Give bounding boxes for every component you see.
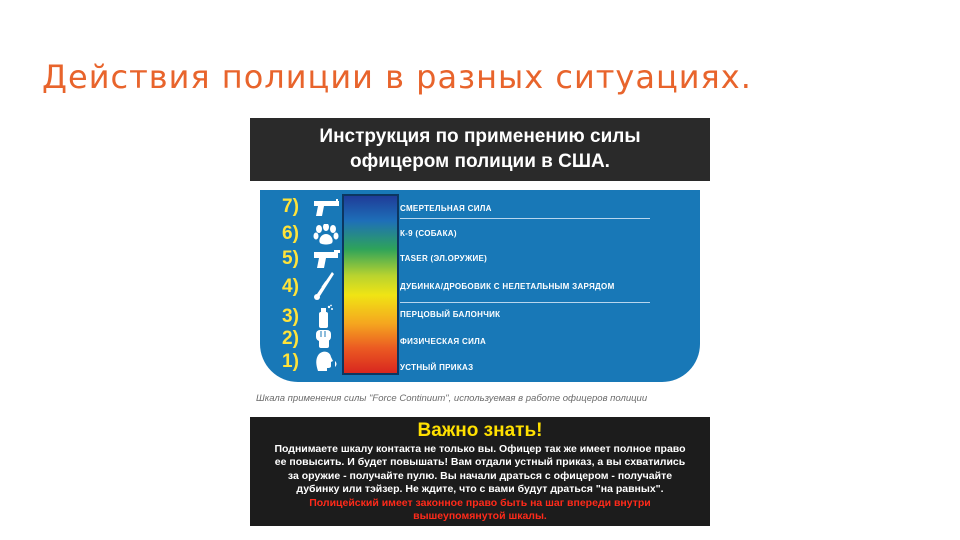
infographic-caption: Шкала применения силы "Force Continuum", используемая в работе офицеров полиции xyxy=(256,393,648,404)
warning-box xyxy=(250,417,710,526)
warning-highlight-line: Полицейский имеет законное право быть на шаг впереди внутри xyxy=(309,496,651,509)
scale-divider xyxy=(400,302,650,303)
level-label: СМЕРТЕЛЬНАЯ СИЛА xyxy=(400,204,492,213)
force-scale-panel xyxy=(260,190,700,382)
level-number: 1) xyxy=(282,351,299,372)
warning-title: Важно знать! xyxy=(417,420,543,441)
level-number: 2) xyxy=(282,328,299,349)
warning-line: за оружие - получайте пулю. Вы начали драться с офицером - получайте xyxy=(287,469,673,482)
level-number: 5) xyxy=(282,248,299,269)
warning-highlight-line: вышеупомянутой шкалы. xyxy=(413,510,547,523)
level-label: УСТНЫЙ ПРИКАЗ xyxy=(400,363,474,372)
header-line: офицером полиции в США. xyxy=(350,151,610,172)
taser-icon xyxy=(312,248,342,270)
level-label: К-9 (СОБАКА) xyxy=(400,229,457,238)
level-number: 3) xyxy=(282,306,299,327)
force-continuum-infographic xyxy=(250,118,710,526)
infographic-header xyxy=(250,118,710,181)
level-label: TASER (ЭЛ.ОРУЖИЕ) xyxy=(400,254,488,263)
level-label: ФИЗИЧЕСКАЯ СИЛА xyxy=(400,337,487,346)
scale-divider xyxy=(400,218,650,219)
header-line: Инструкция по применению силы xyxy=(319,126,641,147)
warning-line: ее повысить. И будет повышать! Вам отдали устный приказ, а вы схватились xyxy=(274,456,686,469)
warning-line: Поднимаете шкалу контакта не только вы. Офицер так же имеет полное право xyxy=(274,443,686,455)
level-number: 7) xyxy=(282,196,299,217)
baton-icon xyxy=(312,270,336,302)
speaking-head-icon xyxy=(312,349,340,373)
fist-icon xyxy=(312,326,336,350)
level-label: ДУБИНКА/ДРОБОВИК С НЕЛЕТАЛЬНЫМ ЗАРЯДОМ xyxy=(400,282,615,291)
level-number: 4) xyxy=(282,276,299,297)
warning-line: дубинку или тэйзер. Не ждите, что с вами будут драться "на равных". xyxy=(296,483,664,496)
level-label: ПЕРЦОВЫЙ БАЛОНЧИК xyxy=(400,310,501,319)
force-gradient-bar xyxy=(342,194,399,375)
level-number: 6) xyxy=(282,223,299,244)
pistol-icon xyxy=(312,198,342,218)
slide-title: Действия полиции в разных ситуациях. xyxy=(42,58,752,96)
paw-icon xyxy=(312,224,340,246)
